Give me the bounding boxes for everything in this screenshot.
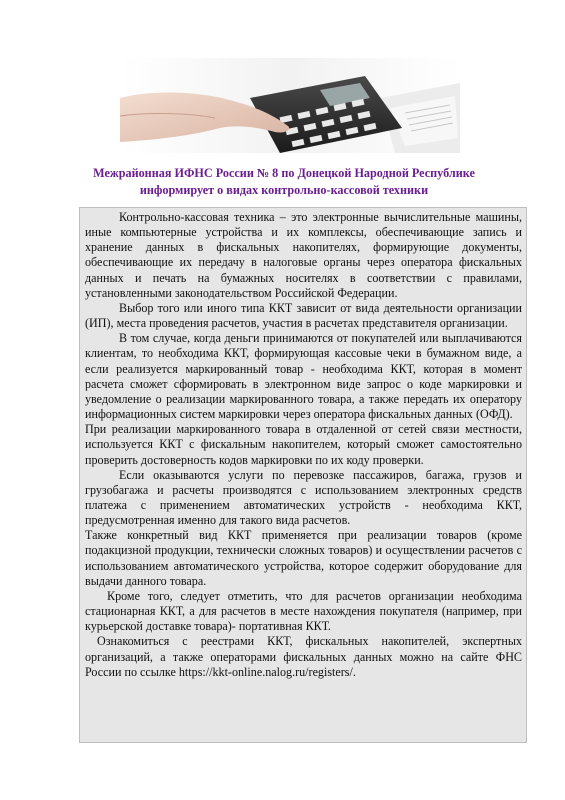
paragraph-remote-areas: При реализации маркированного товара в отдаленной от сетей связи местности, используется ККТ с фискальным накопителем, который сможет самостоятельно проверить достоверность кодов маркировки по их коду проверки. [85,422,522,467]
page-title [70,165,498,199]
title-line-1: Межрайонная ИФНС России № 8 по Донецкой Народной Республике [93,166,475,180]
calculator-hand-photo [120,58,460,153]
paragraph-registers-link: Ознакомиться с реестрами ККТ, фискальных накопителей, экспертных организаций, а также операторами фискальных данных можно на сайте ФНС России по ссылке https://kkt-online.nalog.ru/registers/. [85,634,522,679]
paragraph-choice: Выбор того или иного типа ККТ зависит от вида деятельности организации (ИП), места проведения расчетов, участия в расчетах представителя организации. [85,300,522,331]
article-text-box [79,207,527,743]
paragraph-stationary-portable: Кроме того, следует отметить, что для расчетов организации необходима стационарная ККТ, а для расчетов в месте нахождения покупателя (например, при курьерской доставке товара)- портативная ККТ. [85,588,522,634]
paragraph-automatic-devices: Также конкретный вид ККТ применяется при реализации товаров (кроме подакцизной продукции, технически сложных товаров) и осуществлении расчетов с использованием автоматического устройства, которое содержит оборудование для выдачи данного товара. [85,528,522,588]
paragraph-definition: Контрольно-кассовая техника – это электронные вычислительные машины, иные компьютерные устройства и их комплексы, обеспечивающие запись и хранение данных в фискальных накопителях, формирующие документы, обеспечивающие их передачу в налоговые органы через оператора фискальных данных и печать на бумажных носителях в соответствии с правилами, установленными законодательством Российской Федерации. [85,210,522,300]
title-line-2: информирует о видах контрольно-кассовой техники [139,183,429,197]
calculator-hand-image [120,58,460,153]
paragraph-transport: Если оказываются услуги по перевозке пассажиров, багажа, грузов и грузобагажа и расчеты производятся с использованием электронных средств платежа с применением автоматических устройств - необходима ККТ, предусмотренная именно для такого вида расчетов. [85,467,522,528]
paragraph-marking: В том случае, когда деньги принимаются от покупателей или выплачиваются клиентам, то необходима ККТ, формирующая кассовые чеки в бумажном виде, а если реализуется маркированный товар - необходима ККТ, которая в момент расчета сможет сформировать в электронном виде запрос о коде маркировки и уведомление о реализации маркированного товара, а также передать их оператору информационных систем маркировки через оператора фискальных данных (ОФД). [85,331,522,422]
